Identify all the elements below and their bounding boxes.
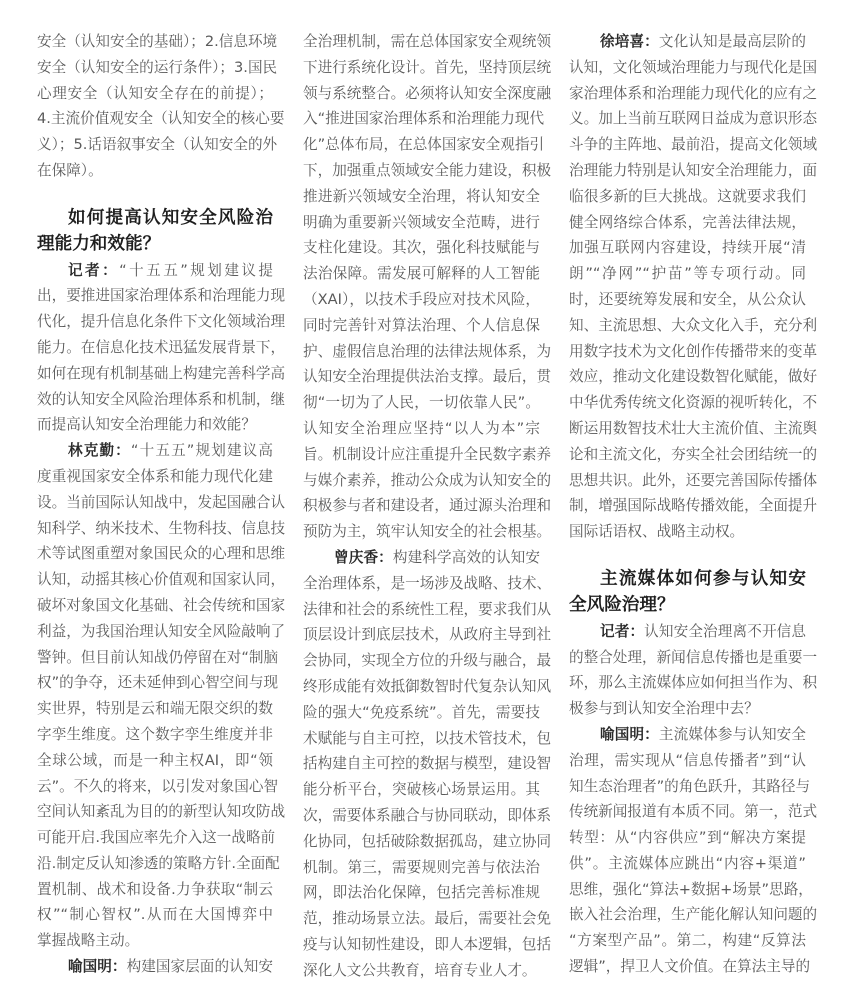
- text-line: 能分析平台，突破核心场景运用。其: [303, 781, 540, 799]
- text-line: 网，即法治化保障，包括完善标准规: [303, 884, 540, 902]
- text-line: 而提高认知安全治理能力和效能？: [37, 416, 256, 434]
- text-line: 逻辑”，捍卫人文价值。在算法主导的: [569, 958, 811, 976]
- text-line: 权”的争夺，还未延伸到心智空间与现: [37, 674, 279, 692]
- text-line: 空间认知紊乱为目的的新型认知攻防战: [37, 803, 286, 821]
- text-line: 治理，需实现从“信息传播者”到“认: [569, 751, 806, 769]
- text-line: [37, 954, 273, 980]
- text-line: 知科学、纳米技术、生物科技、信息技: [37, 519, 286, 537]
- text-line: 安全（认知安全的基础）；2.信息环境: [37, 33, 278, 50]
- text-line: 设。当前国际认知战中，发起国融合认: [37, 493, 286, 511]
- text-line: 环，那么主流媒体应如何担当作为、积: [569, 674, 818, 692]
- paragraph: [37, 258, 286, 439]
- text-line: [569, 29, 806, 55]
- text-line: 家治理体系和治理能力现代化的应有之: [569, 84, 818, 102]
- text-line: 彻“一切为了人民，一切依靠人民”。: [303, 394, 540, 412]
- text-line: [37, 438, 273, 464]
- text-line: 论和主流文化，夯实全社会团结统一的: [569, 445, 818, 463]
- paragraph: [569, 722, 818, 980]
- text-line: 支柱化建设。其次，强化科技赋能与: [303, 239, 540, 257]
- text-line: 旨。机制设计应注重提升全民数字素养: [303, 445, 552, 463]
- text-line: 字孪生维度。这个数字孪生维度并非: [37, 725, 273, 743]
- text-line: 治理能力特别是认知安全治理能力，面: [569, 161, 818, 179]
- text-line: 破坏对象国文化基础、社会传统和国家: [37, 596, 286, 614]
- text-line: 下，加强重点领域安全能力建设，积极: [303, 161, 552, 179]
- text-line: 传统新闻报道有本质不同。第一，范式: [569, 803, 818, 821]
- text-line: 朗”“净网”“护苗”等专项行动。同: [569, 265, 806, 283]
- text-line: 险的强大“免疫系统”。首先，需要技: [303, 703, 540, 721]
- heading-line: 如何提高认知安全风险治: [68, 207, 273, 228]
- text-content: “十五五”规划建议提: [119, 261, 273, 279]
- text-line: 同时完善针对算法治理、个人信息保: [303, 316, 540, 334]
- text-line: 可能开启.我国应率先介入这一战略前: [37, 829, 276, 847]
- text-line: 终形成能有效抵御数智时代复杂认知风: [303, 677, 552, 695]
- text-line: 效应，推动文化建设数智化赋能，做好: [569, 368, 818, 386]
- text-line: 顶层设计到底层技术，从政府主导到社: [303, 626, 552, 644]
- heading-line: 全风险治理？: [569, 595, 675, 616]
- text-line: 推进新兴领域安全治理，将认知安全: [303, 187, 540, 205]
- article-column-3: [569, 29, 818, 980]
- heading-line: 主流媒体如何参与认知安: [600, 568, 806, 589]
- text-line: 制，增强国际战略传播效能，全面提升: [569, 497, 818, 515]
- article-column-2: [303, 29, 552, 983]
- section-heading: [569, 566, 806, 619]
- text-line: 健全网络综合体系，完善法律法规，: [569, 213, 806, 231]
- text-line: 护、虚假信息治理的法律法规体系，为: [303, 342, 552, 360]
- text-line: （XAI），以技术手段应对技术风险，: [303, 290, 540, 308]
- text-line: [37, 258, 273, 284]
- text-line: 利益，为我国治理认知安全风险敲响了: [37, 622, 286, 640]
- text-line: 认知安全治理提供法治支撑。最后，贯: [303, 368, 552, 386]
- text-line: 次，需要体系融合与协同联动，即体系: [303, 806, 552, 824]
- text-line: 思想共识。此外，还要完善国际传播体: [569, 471, 818, 489]
- text-content: 认知安全治理离不开信息: [644, 622, 806, 640]
- text-line: 法律和社会的系统性工程，要求我们从: [303, 600, 552, 618]
- speaker-name: 喻国明：: [600, 725, 659, 743]
- text-line: 斗争的主阵地、最前沿，提高文化领域: [569, 136, 818, 154]
- text-line: 机制。第三，需要规则完善与依法治: [303, 858, 540, 876]
- text-line: 全治理体系，是一场涉及战略、技术、: [303, 574, 552, 592]
- text-line: 疫与认知韧性建设，即人本逻辑，包括: [303, 935, 552, 953]
- text-line: 会协同，实现全方位的升级与融合，最: [303, 652, 552, 670]
- text-line: 云”。不久的将来，以引发对象国心智: [37, 777, 279, 795]
- text-line: 明确为重要新兴领域安全范畴，进行: [303, 213, 540, 231]
- text-line: 认知安全治理应坚持“以人为本”宗: [303, 419, 540, 437]
- text-line: 代化，提升信息化条件下文化领域治理: [37, 313, 286, 331]
- text-line: 极参与到认知安全治理中去？: [569, 700, 759, 718]
- paragraph: [569, 29, 818, 545]
- text-line: 积极参与者和建设者，通过源头治理和: [303, 497, 552, 515]
- text-line: 入“推进国家治理体系和治理能力现代: [303, 110, 545, 128]
- speaker-name: 徐培喜：: [600, 33, 659, 50]
- heading-line: 理能力和效能？: [37, 234, 161, 255]
- text-line: 用数字技术为文化创作传播带来的变革: [569, 342, 818, 360]
- article-column-1: [37, 29, 286, 980]
- text-line: 化”总体布局，在总体国家安全观指引: [303, 136, 545, 154]
- text-line: 化协同，包括破除数据孤岛，建立协同: [303, 832, 552, 850]
- text-line: 全球公域，而是一种主权AI，即“领: [37, 751, 273, 769]
- speaker-name: 林克勤：: [68, 442, 131, 460]
- text-line: 沿.制定反认知渗透的策略方针.全面配: [37, 854, 280, 872]
- text-line: 能力。在信息化技术迅猛发展背景下，: [37, 338, 286, 356]
- text-line: 加强互联网内容建设，持续开展“清: [569, 239, 806, 257]
- text-line: 置机制、战术和设备.力争获取“制云: [37, 880, 273, 898]
- text-line: 转型：从“内容供应”到“解决方案提: [569, 829, 806, 847]
- text-line: 中华优秀传统文化资源的视听转化，不: [569, 394, 818, 412]
- text-content: 构建国家层面的认知安: [126, 958, 273, 976]
- text-line: 义。加上当前互联网日益成为意识形态: [569, 110, 818, 128]
- text-line: 出，要推进国家治理体系和治理能力现: [37, 287, 286, 305]
- text-line: 术赋能与自主可控，以技术管技术，包: [303, 729, 552, 747]
- text-line: “方案型产品”。第二，构建“反算法: [569, 932, 806, 950]
- text-line: [569, 722, 806, 748]
- text-line: 深化人文公共教育，培育专业人才。: [303, 961, 537, 979]
- text-line: 在保障）。: [37, 161, 103, 179]
- speaker-name: 记者：: [68, 261, 120, 279]
- text-line: 时，还要统筹发展和安全，从公众认: [569, 290, 806, 308]
- speaker-name: 记者：: [600, 622, 645, 640]
- text-line: 警钟。但目前认知战仍停留在对“制脑: [37, 648, 279, 666]
- paragraph: [37, 954, 273, 980]
- text-line: 供”。主流媒体应跳出“内容+渠道”: [569, 854, 806, 872]
- text-line: 全治理机制，需在总体国家安全观统领: [303, 33, 552, 50]
- text-line: [303, 545, 540, 571]
- text-line: 括构建自主可控的数据与模型，建设智: [303, 755, 552, 773]
- text-line: 领与系统整合。必须将认知安全深度融: [303, 84, 552, 102]
- text-line: 的整合处理，新闻信息传播也是重要一: [569, 648, 818, 666]
- text-line: 认知，动摇其核心价值观和国家认同，: [37, 571, 286, 589]
- text-line: 国际话语权、战略主动权。: [569, 523, 745, 541]
- text-line: 法治保障。需发展可解释的人工智能: [303, 265, 540, 283]
- text-line: 心理安全（认知安全存在的前提）；: [37, 84, 273, 102]
- paragraph: [303, 29, 552, 545]
- text-line: 度重视国家安全体系和能力现代化建: [37, 467, 273, 485]
- text-line: 义）；5.话语叙事安全（认知安全的外: [37, 136, 278, 154]
- text-line: 掌握战略主动。: [37, 932, 140, 950]
- text-line: 嵌入社会治理，生产能化解认知问题的: [569, 906, 818, 924]
- text-line: 预防为主，筑牢认知安全的社会根基。: [303, 523, 552, 541]
- text-line: 权”“制心智权”.从而在大国博弈中: [37, 906, 273, 924]
- text-line: 下进行系统化设计。首先，坚持顶层统: [303, 58, 552, 76]
- text-line: 断运用数智技术壮大主流价值、主流舆: [569, 419, 818, 437]
- text-line: 临很多新的巨大挑战。这就要求我们: [569, 187, 806, 205]
- text-line: 认知，文化领域治理能力与现代化是国: [569, 58, 818, 76]
- text-line: 知生态治理者”的角色跃升，其路径与: [569, 777, 811, 795]
- text-line: 4.主流价值观安全（认知安全的核心要: [37, 110, 285, 128]
- text-line: 范，推动场景立法。最后，需要社会免: [303, 910, 552, 928]
- text-line: 效的认知安全风险治理体系和机制，继: [37, 390, 286, 408]
- text-content: 文化认知是最高层阶的: [658, 33, 806, 50]
- paragraph: [37, 29, 285, 184]
- speaker-name: 曾庆香：: [334, 548, 393, 566]
- text-line: 实世界，特别是云和端无限交织的数: [37, 700, 273, 718]
- text-content: “十五五”规划建议高: [130, 442, 273, 460]
- paragraph: [569, 619, 818, 722]
- text-line: 术等试图重塑对象国民众的心理和思维: [37, 545, 286, 563]
- text-line: 如何在现有机制基础上构建完善科学高: [37, 364, 286, 382]
- section-heading: [37, 205, 273, 258]
- text-line: 与媒介素养，推动公众成为认知安全的: [303, 471, 552, 489]
- paragraph: [37, 438, 286, 954]
- text-content: 主流媒体参与认知安全: [658, 725, 806, 743]
- paragraph: [303, 545, 552, 983]
- text-line: 知、主流思想、大众文化入手，充分利: [569, 316, 818, 334]
- speaker-name: 喻国明：: [68, 958, 127, 976]
- text-content: 构建科学高效的认知安: [392, 548, 540, 566]
- text-line: 思维，强化“算法+数据+场景”思路，: [569, 880, 813, 898]
- text-line: [569, 619, 806, 645]
- text-line: 安全（认知安全的运行条件）；3.国民: [37, 58, 278, 76]
